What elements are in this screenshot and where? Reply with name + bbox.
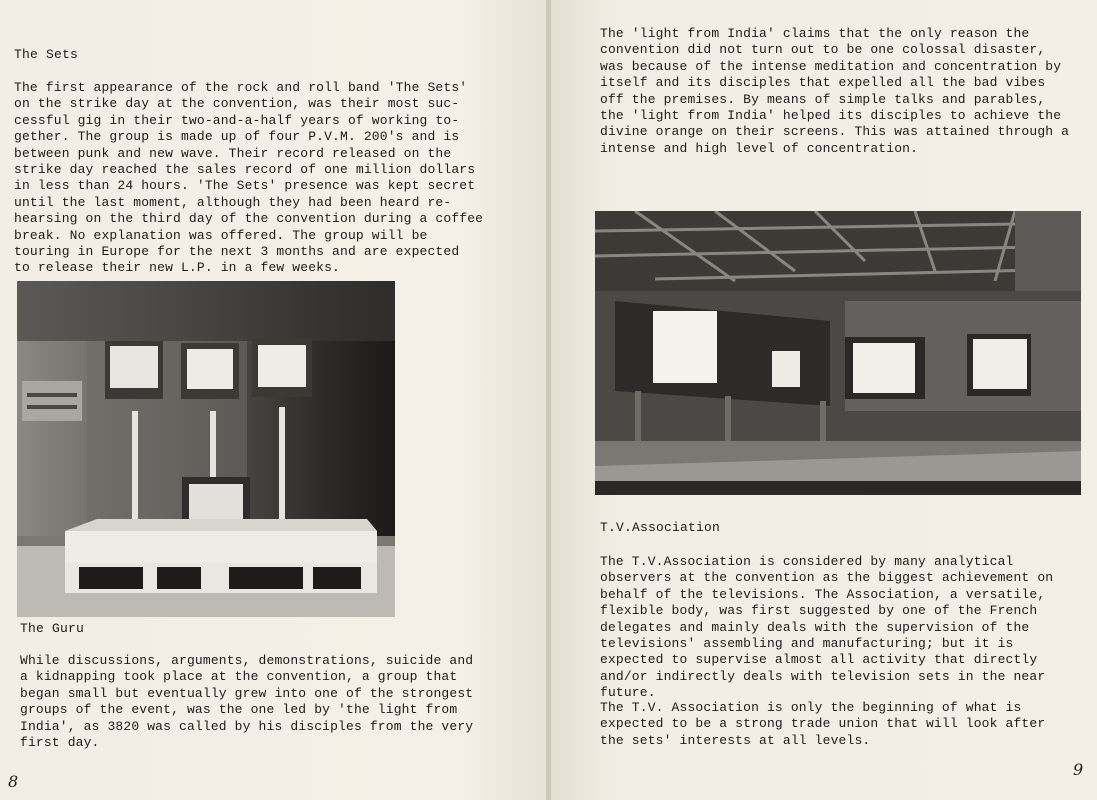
section-heading-tv-association: T.V.Association: [600, 520, 721, 535]
tv-association-paragraph-2: The T.V. Association is only the beginning of what is expected to be a strong trade union that will look after the sets' interests at all levels.: [600, 700, 1046, 748]
page-number-left: 8: [8, 772, 19, 791]
light-from-india-paragraph: The 'light from India' claims that the only reason the convention did not turn out to be one colossal disaster, was because of the intense meditation and concentration by itself and its disciples that expelled all the bad vibes off the premises. By means of simple talks and parables, the 'light from India' helped its disciples to achieve the divine orange on their screens. This was attained through a intense and high level of concentration.: [600, 26, 1070, 156]
photo-the-sets-on-stage: [17, 281, 395, 617]
page-number-right: 9: [1073, 760, 1084, 779]
left-page: [0, 0, 546, 800]
section-heading-the-guru: The Guru: [20, 621, 85, 636]
photo-tv-sets-in-hall: [595, 211, 1081, 495]
section-heading-the-sets: The Sets: [14, 47, 79, 62]
right-page: [551, 0, 1097, 800]
the-guru-paragraph: While discussions, arguments, demonstrations, suicide and a kidnapping took place at the convention, a group that began small but eventually grew into one of the strongest groups of the event, was the one led by 'the light from India', as 3820 was called by his disciples from the very first day.: [20, 653, 474, 751]
the-sets-paragraph: The first appearance of the rock and roll band 'The Sets' on the strike day at the convention, was their most suc- cessful gig in their two-and-a-half years of working to- gether. The group is made up of four P.V.M. 200's and is between punk and new wave. Their record released on the strike day reached the sales record of one million dollars in less than 24 hours. 'The Sets' presence was kept secret until the last moment, although they had been heard re- hearsing on the third day of the convention during a coffee break. No explanation was offered. The group will be touring in Europe for the next 3 months and are expected to release their new L.P. in a few weeks.: [14, 80, 484, 276]
tv-association-paragraph-1: The T.V.Association is considered by many analytical observers at the convention as the biggest achievement on behalf of the televisions. The Association, a versatile, flexible body, was first suggested by one of the French delegates and mainly deals with the supervision of the televisions' assembling and manufacturing; but it is expected to supervise almost all activity that directly and/or indirectly deals with television sets in the near future.: [600, 554, 1054, 701]
